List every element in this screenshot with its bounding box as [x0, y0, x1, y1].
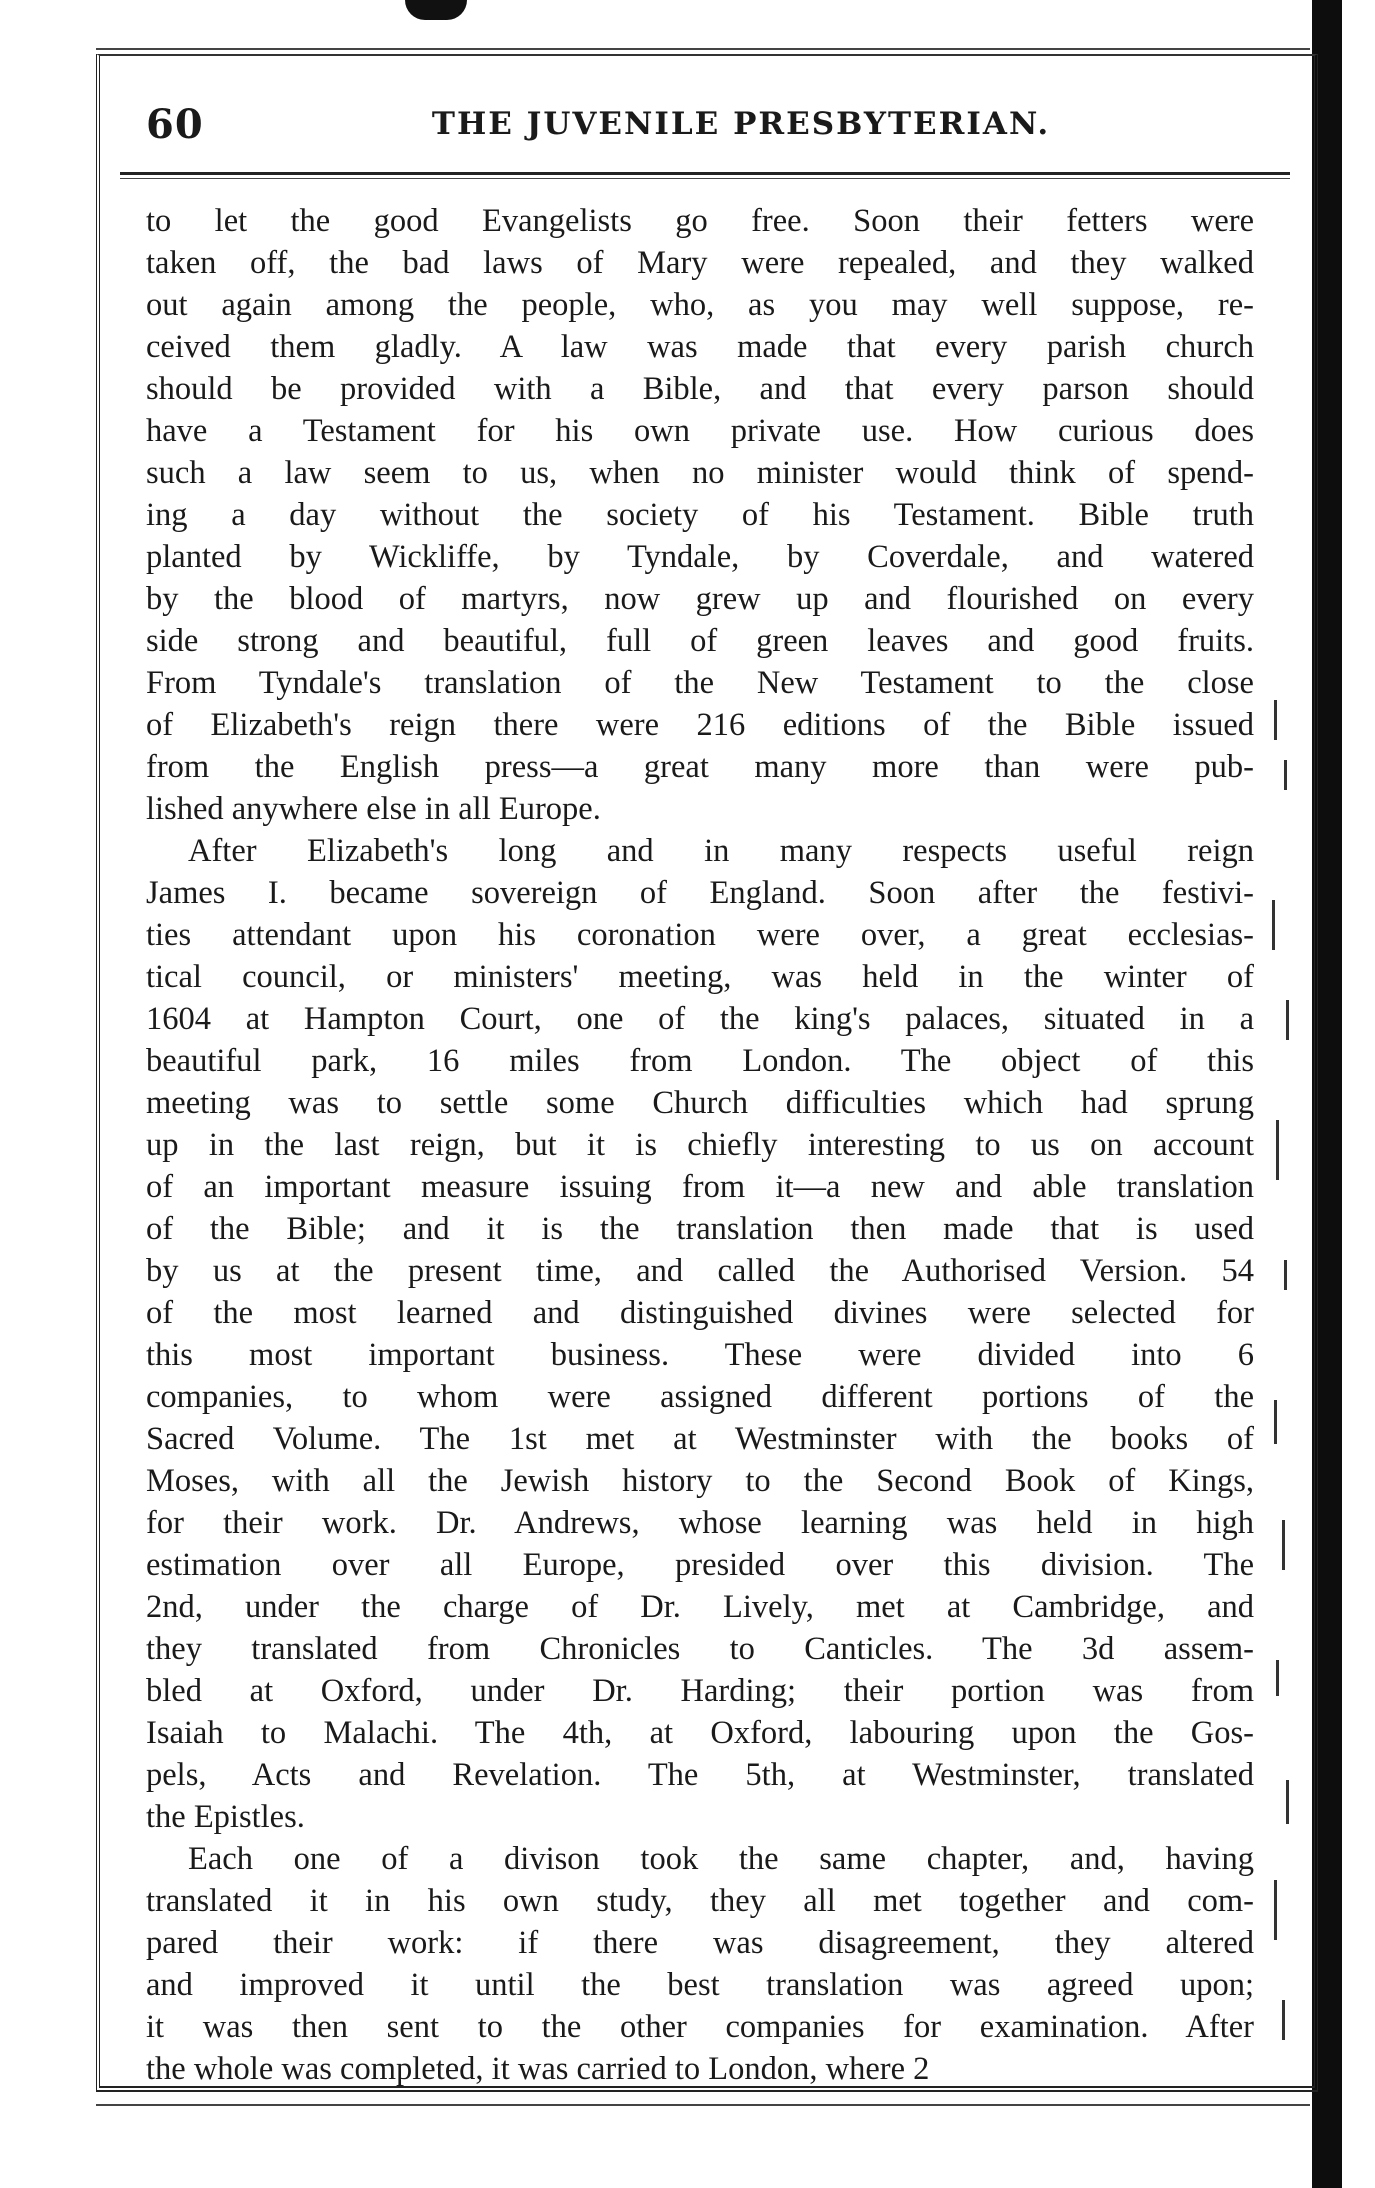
- text-line: of an important measure issuing from it—a new and able translation: [146, 1169, 1254, 1205]
- text-line: for their work. Dr. Andrews, whose learning was held in high: [146, 1505, 1254, 1541]
- text-line: from the English press—a great many more than were pub-: [146, 749, 1254, 785]
- text-line: translated it in his own study, they all met together and com-: [146, 1883, 1254, 1919]
- text-line: they translated from Chronicles to Canticles. The 3d assem-: [146, 1631, 1254, 1667]
- text-line: 2nd, under the charge of Dr. Lively, met at Cambridge, and: [146, 1589, 1254, 1625]
- text-line: 1604 at Hampton Court, one of the king's palaces, situated in a: [146, 1001, 1254, 1037]
- text-line: and improved it until the best translation was agreed upon;: [146, 1967, 1254, 2003]
- text-line: meeting was to settle some Church difficulties which had sprung: [146, 1085, 1254, 1121]
- scan-mark: [1282, 1520, 1285, 1570]
- header-rule: [120, 172, 1290, 175]
- text-line: beautiful park, 16 miles from London. The object of this: [146, 1043, 1254, 1079]
- text-line: side strong and beautiful, full of green leaves and good fruits.: [146, 623, 1254, 659]
- text-line: taken off, the bad laws of Mary were repealed, and they walked: [146, 245, 1254, 281]
- scan-mark: [1286, 1000, 1289, 1040]
- outer-rule-bottom: [96, 2104, 1310, 2106]
- text-line: pared their work: if there was disagreement, they altered: [146, 1925, 1254, 1961]
- text-line: of the Bible; and it is the translation then made that is used: [146, 1211, 1254, 1247]
- text-line: this most important business. These were divided into 6: [146, 1337, 1254, 1373]
- text-line: up in the last reign, but it is chiefly interesting to us on account: [146, 1127, 1254, 1163]
- text-line: of the most learned and distinguished divines were selected for: [146, 1295, 1254, 1331]
- text-line: From Tyndale's translation of the New Testament to the close: [146, 665, 1254, 701]
- outer-rule-top: [96, 48, 1310, 50]
- text-line: tical council, or ministers' meeting, was held in the winter of: [146, 959, 1254, 995]
- text-line: ing a day without the society of his Testament. Bible truth: [146, 497, 1254, 533]
- text-line: Sacred Volume. The 1st met at Westminster with the books of: [146, 1421, 1254, 1457]
- text-line: the whole was completed, it was carried to London, where 2: [146, 2051, 930, 2087]
- ink-blot: [405, 0, 467, 20]
- text-line: Isaiah to Malachi. The 4th, at Oxford, labouring upon the Gos-: [146, 1715, 1254, 1751]
- scan-mark: [1276, 1120, 1279, 1180]
- scan-mark: [1274, 1400, 1277, 1444]
- text-line: by us at the present time, and called the Authorised Version. 54: [146, 1253, 1254, 1289]
- text-line: out again among the people, who, as you may well suppose, re-: [146, 287, 1254, 323]
- paragraph: [146, 830, 1254, 1838]
- scan-mark: [1272, 900, 1275, 950]
- text-line: ties attendant upon his coronation were over, a great ecclesias-: [146, 917, 1254, 953]
- text-line: should be provided with a Bible, and that every parson should: [146, 371, 1254, 407]
- text-line: After Elizabeth's long and in many respects useful reign: [188, 833, 1254, 869]
- scan-mark: [1284, 760, 1287, 790]
- text-line: Each one of a divison took the same chapter, and, having: [188, 1841, 1254, 1877]
- text-line: lished anywhere else in all Europe.: [146, 791, 601, 827]
- scan-mark: [1276, 1660, 1279, 1696]
- scan-mark: [1274, 1880, 1277, 1940]
- text-line: of Elizabeth's reign there were 216 editions of the Bible issued: [146, 707, 1254, 743]
- text-line: Moses, with all the Jewish history to the Second Book of Kings,: [146, 1463, 1254, 1499]
- scan-mark: [1286, 1780, 1289, 1824]
- scan-mark: [1284, 1260, 1287, 1290]
- text-line: bled at Oxford, under Dr. Harding; their portion was from: [146, 1673, 1254, 1709]
- margin-scan-marks: [1270, 700, 1300, 2080]
- text-line: such a law seem to us, when no minister would think of spend-: [146, 455, 1254, 491]
- paragraph: [146, 1838, 1254, 2090]
- text-line: companies, to whom were assigned different portions of the: [146, 1379, 1254, 1415]
- paragraph: [146, 200, 1254, 830]
- text-line: the Epistles.: [146, 1799, 305, 1835]
- text-line: planted by Wickliffe, by Tyndale, by Coverdale, and watered: [146, 539, 1254, 575]
- text-line: estimation over all Europe, presided over this division. The: [146, 1547, 1254, 1583]
- text-line: it was then sent to the other companies for examination. After: [146, 2009, 1254, 2045]
- text-line: by the blood of martyrs, now grew up and flourished on every: [146, 581, 1254, 617]
- running-title: THE JUVENILE PRESBYTERIAN.: [431, 106, 1051, 142]
- text-line: James I. became sovereign of England. Soon after the festivi-: [146, 875, 1254, 911]
- header-rule-thin: [120, 178, 1290, 179]
- text-line: ceived them gladly. A law was made that every parish church: [146, 329, 1254, 365]
- page-number: 60: [146, 100, 204, 148]
- scan-mark: [1282, 2000, 1285, 2040]
- text-line: to let the good Evangelists go free. Soon their fetters were: [146, 203, 1254, 239]
- page-header: [146, 96, 1276, 152]
- scan-mark: [1274, 700, 1277, 740]
- text-line: pels, Acts and Revelation. The 5th, at Westminster, translated: [146, 1757, 1254, 1793]
- text-line: have a Testament for his own private use. How curious does: [146, 413, 1254, 449]
- article-body: [146, 200, 1254, 2090]
